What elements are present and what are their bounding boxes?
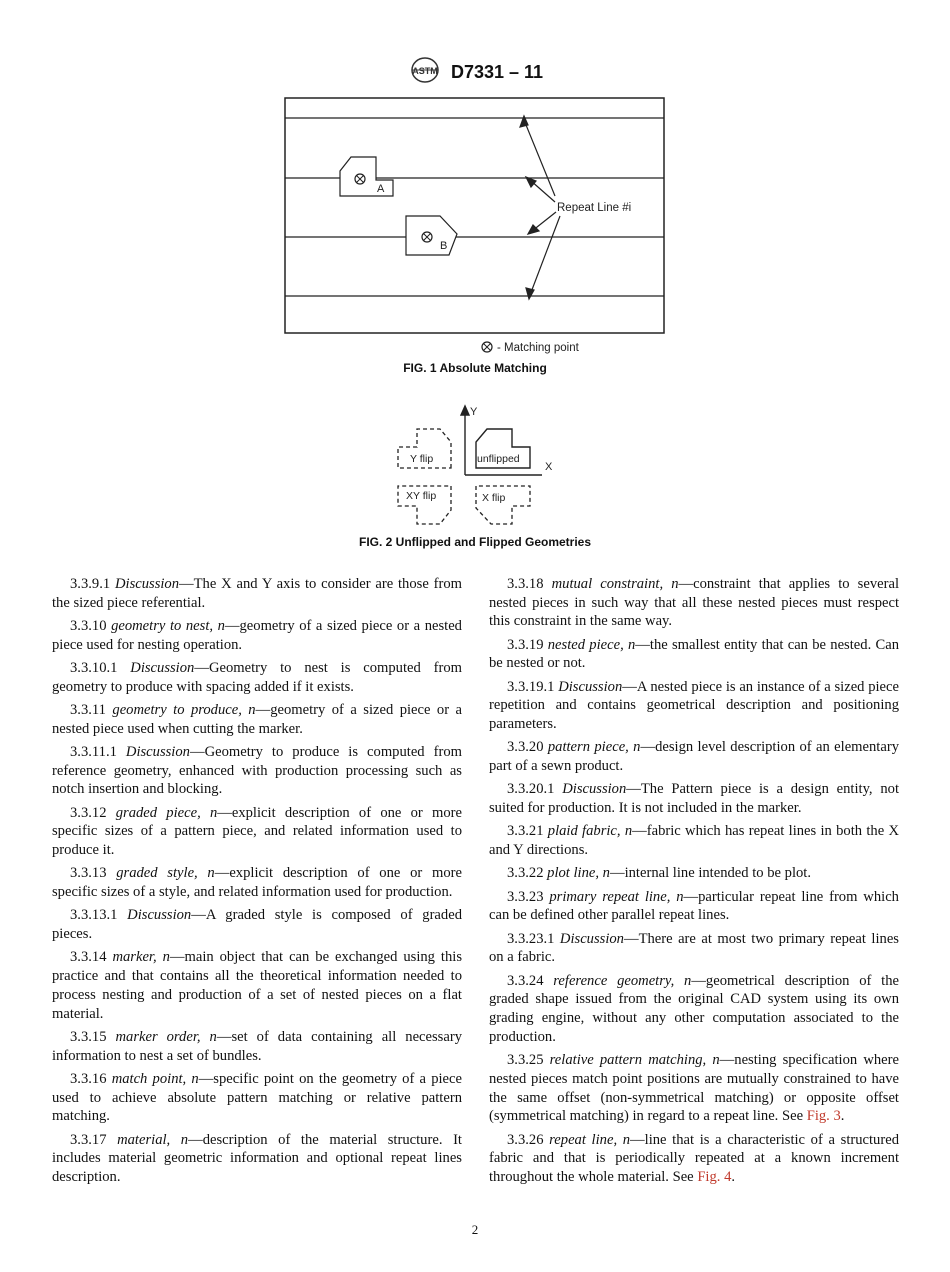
definition-paragraph [52,617,462,654]
definition-paragraph [52,743,462,799]
page-number: 2 [471,1222,479,1237]
term: Discussion [562,781,627,798]
definition-paragraph [489,930,899,967]
page-header [0,56,950,89]
definition-text: —internal line intended to be plot. [609,865,812,882]
definition-text-end: . [731,1168,736,1185]
definition-text: —geometrical description of the graded shape issued from the original CAD system using its own grading engine, without any other computation associated to the production. [489,972,900,1045]
definition-text: —The X and Y axis to consider are those from the sized piece referential. [52,576,462,611]
definition-paragraph [489,822,899,859]
section-number: 3.3.24 [507,972,544,989]
term: Discussion [559,930,624,947]
definition-paragraph [489,780,899,817]
svg-text:A: A [377,183,385,195]
astm-logo-icon [407,56,443,89]
definition-text: —explicit description of one or more specific sizes of a style, and related information used for production. [52,865,462,901]
section-number: 3.3.11.1 [70,744,117,760]
svg-text:unflipped: unflipped [477,453,520,465]
definition-paragraph [52,1028,462,1065]
definition-paragraph [489,575,899,631]
xy-flip-shape [398,486,451,524]
term: plot line, n [547,865,610,882]
y-flip-shape [398,429,451,468]
definition-paragraph [489,864,899,883]
designation: D7331 – 11 [450,62,544,82]
definition-paragraph [52,906,462,943]
term: nested piece, n [547,636,636,653]
definition-paragraph [52,1070,462,1126]
definition-text: —The Pattern piece is a design entity, not suited for production. It is not included in the marker. [489,781,899,817]
definition-paragraph [489,888,899,925]
definition-text: —fabric which has repeat lines in both the X and Y directions. [489,823,899,859]
unflipped-shape [476,429,530,468]
definition-text: —main object that can be exchanged using this practice and that contains all the theoretical information needed to process nesting and production of a set of nested pieces on a flat material. [52,949,463,1022]
section-number: 3.3.20 [507,739,544,756]
section-number: 3.3.13 [70,865,107,882]
term: marker order, n [115,1028,217,1045]
matching-point-legend [482,342,580,354]
piece-a [340,157,393,196]
definition-paragraph [52,659,462,696]
term: Discussion [114,576,180,592]
figure-link[interactable]: Fig. 4 [697,1168,732,1185]
term: relative pattern matching, n [549,1052,720,1069]
right-column [489,575,899,1191]
term: graded piece, n [115,804,218,821]
term: match point, n [111,1070,199,1087]
section-number: 3.3.26 [507,1131,544,1148]
section-number: 3.3.19 [507,636,544,653]
x-axis-label: X [545,461,553,473]
definition-text: —description of the material structure. It includes material geometric information and optional repeat lines description. [52,1131,462,1185]
section-number: 3.3.18 [507,576,544,592]
svg-text:XY flip: XY flip [406,490,437,502]
term: Discussion [130,660,195,676]
section-number: 3.3.23 [507,888,544,905]
definition-paragraph [489,972,899,1047]
definition-text: —design level description of an elementary part of a sewn product. [489,739,899,775]
definition-text: —constraint that applies to several nested pieces in such way that all these nested pieces must respect this constraint in the same way. [489,576,900,630]
figure-2-caption: FIG. 2 Unflipped and Flipped Geometries [358,535,592,549]
definition-text: —geometry of a sized piece or a nested piece used when cutting the marker. [52,702,462,737]
x-flip-shape [476,486,530,524]
term: reference geometry, n [553,972,692,989]
definition-text: —set of data containing all necessary information to nest a set of bundles. [52,1028,462,1064]
definition-text: —explicit description of one or more specific sizes of a pattern piece, and related information used to produce it. [52,804,462,859]
definition-text: —A graded style is composed of graded pieces. [52,907,462,943]
term: material, n [117,1131,189,1148]
section-number: 3.3.15 [70,1028,107,1045]
definition-paragraph [52,804,462,860]
definition-paragraph [489,636,899,673]
section-number: 3.3.21 [507,823,544,840]
term: repeat line, n [549,1131,631,1148]
section-number: 3.3.9.1 [70,576,111,592]
definition-text: —Geometry to produce is computed from reference geometry, enhanced with production processing such as notch insertion and blocking. [52,744,462,798]
definition-paragraph [489,738,899,775]
section-number: 3.3.17 [70,1131,107,1148]
term: Discussion [125,744,190,760]
definition-text: —There are at most two primary repeat lines on a fabric. [489,930,899,966]
section-number: 3.3.12 [70,804,107,821]
figure-1-caption: FIG. 1 Absolute Matching [403,361,547,375]
definition-text: —Geometry to nest is computed from geometry to produce with spacing added if it exists. [52,660,462,695]
term: Discussion [558,678,623,695]
section-number: 3.3.25 [507,1052,544,1069]
left-column [52,575,462,1191]
svg-text:ASTM: ASTM [412,66,438,76]
definition-text: —line that is a characteristic of a structured fabric and that is periodically repeated at a known increment throughout the whole material. See [489,1131,899,1185]
term: plaid fabric, n [547,823,633,840]
term: graded style, n [116,865,215,882]
term: geometry to nest, n [111,618,225,634]
section-number: 3.3.14 [70,949,107,966]
section-number: 3.3.10 [70,618,107,634]
svg-text:B: B [440,240,448,252]
definition-text: —specific point on the geometry of a piece used to achieve absolute pattern matching or relative pattern matching. [52,1070,462,1125]
definition-text-end: . [840,1108,845,1125]
svg-text:- Matching point: - Matching point [497,342,579,354]
figure-1 [280,94,670,364]
section-number: 3.3.11 [70,702,106,718]
definition-paragraph [52,1131,462,1187]
term: marker, n [112,949,170,966]
term: mutual constraint, n [551,576,679,592]
section-number: 3.3.10.1 [70,660,118,676]
section-number: 3.3.16 [70,1070,107,1087]
term: geometry to produce, n [112,702,256,718]
figure-2 [390,400,565,535]
section-number: 3.3.22 [507,865,544,882]
definition-paragraph [489,1051,899,1126]
definition-text: —the smallest entity that can be nested. Can be nested or not. [489,636,899,672]
definition-text: —A nested piece is an instance of a sized piece repetition and contains geometrical description and positioning parameters. [489,678,899,733]
term: pattern piece, n [547,739,641,756]
piece-b [406,216,457,255]
definition-paragraph [489,678,899,734]
definition-paragraph [489,1131,899,1187]
svg-text:Y flip: Y flip [410,453,434,465]
definition-text: —geometry of a sized piece or a nested piece used for nesting operation. [52,618,462,653]
definition-paragraph [52,948,462,1023]
section-number: 3.3.20.1 [507,781,555,798]
definition-paragraph [52,701,462,738]
term: primary repeat line, n [549,888,684,905]
section-number: 3.3.13.1 [70,907,118,924]
definition-text: —particular repeat line from which can be defined other parallel repeat lines. [489,888,899,924]
definition-text: —nesting specification where nested pieces match point positions are mutually constrained to have the same offset (non-symmetrical matching) or opposite offset (symmetrical matching) in regard to a repeat line. See [489,1052,899,1125]
repeat-line-arrows [520,116,560,299]
section-number: 3.3.23.1 [507,930,555,947]
definition-paragraph [52,864,462,901]
svg-text:X flip: X flip [482,492,506,504]
definition-paragraph [52,575,462,612]
figure-link[interactable]: Fig. 3 [806,1108,841,1125]
y-axis-label: Y [470,406,478,418]
repeat-line-label: Repeat Line #i [557,202,632,214]
term: Discussion [127,907,192,924]
section-number: 3.3.19.1 [507,678,555,695]
